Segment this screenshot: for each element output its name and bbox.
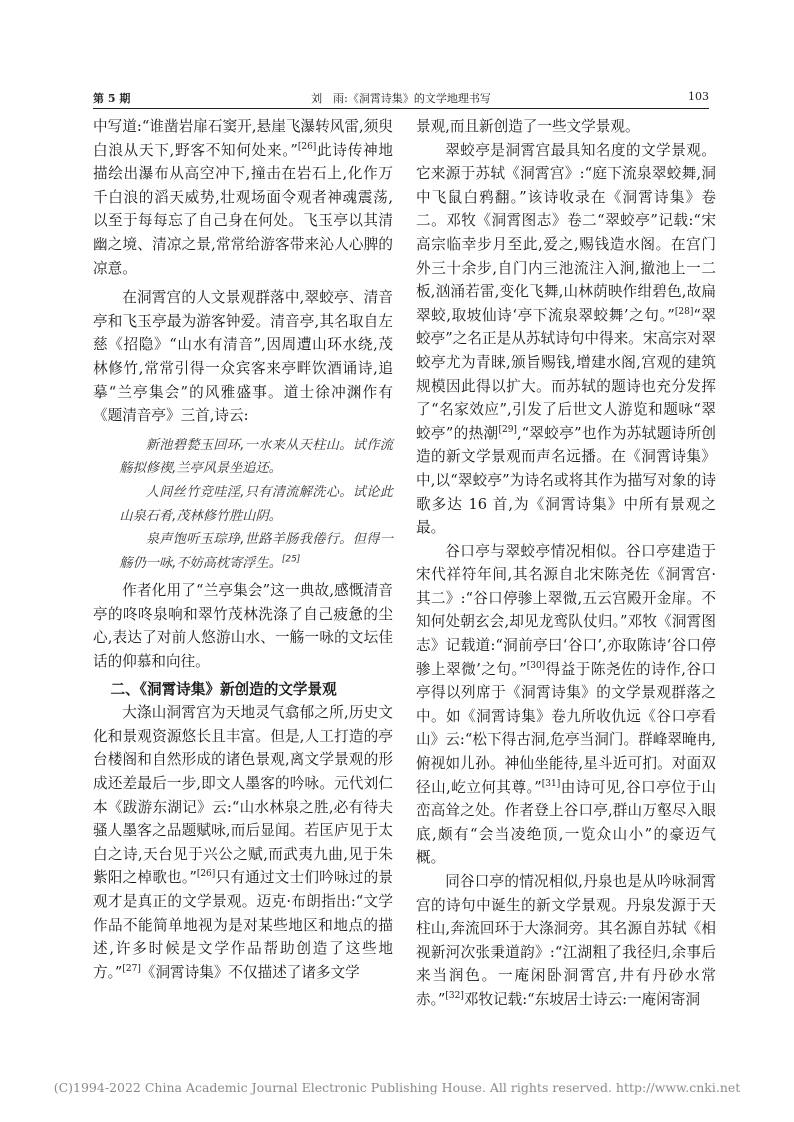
- citation: [26]: [297, 141, 317, 152]
- text-run: 泉声饱听玉琮琤,世路羊肠我倦行。但得一觞仍一咏,不妨高枕寄浮生。: [119, 532, 393, 571]
- text-run: 得益于陈尧佐的诗作,谷口亭得以列席于《洞霄诗集》的文学景观群落之中。如《洞霄诗集》卷九所收仇远《谷口亭看山》云:“松下得古洞,危亭当洞门。群峰翠晻冉,俯视如儿孙。神仙坐能待,星斗近可扪。对面双径山,屹立何其尊。”: [416, 660, 716, 796]
- paragraph: [93, 701, 393, 984]
- text-run: 由诗可见,谷口亭位于山峦高耸之处。作者登上谷口亭,群山万壑尽入眼底,颇有“会当凌绝顶,一览众山小”的豪迈气概。: [416, 778, 716, 867]
- paragraph: 在洞霄宫的人文景观群落中,翠蛟亭、清音亭和飞玉亭最为游客钟爱。清音亭,其名取自左慈《招隐》“山水有清音”,因周遭山环水绕,茂林修竹,常常引得一众宾客来亭畔饮酒诵诗,追摹“兰亭集会”的风雅盛事。道士徐冲渊作有《题清音亭》三首,诗云:: [93, 289, 393, 425]
- text-run: 邓牧记载:“东坡居士诗云:一庵闲寄洞: [463, 990, 701, 1008]
- citation: [25]: [281, 554, 301, 565]
- verse-line: 新池碧甃玉回环,一水来从天柱山。试作流觞拟修禊,兰亭风景坐追还。: [119, 437, 393, 477]
- verse-line: 人间丝竹竞哇淫,只有清流解洗心。试论此山泉石肴,茂林修竹胜山阴。: [119, 484, 393, 524]
- text-run: “翠蛟亭”之名正是从苏轼诗句中得来。宋高宗对翠蛟亭尤为青睐,颁旨赐钱,增建水阁,宫观的建筑规模因此得以扩大。而苏轼的题诗也充分发挥了“名家效应”,引发了后世文人游览和题咏“翠蛟亭”的热潮: [416, 306, 716, 442]
- running-title: 刘 雨:《洞霄诗集》的文学地理书写: [311, 92, 491, 105]
- copyright-footer: (C)1994-2022 China Academic Journal Electronic Publishing House. All rights reserved. http://www.cnki.net: [53, 1080, 741, 1095]
- text-run: 谷口亭与翠蛟亭情况相似。谷口亭建造于宋代祥符年间,其名源自北宋陈尧佐《洞霄宫·其二》:“谷口停骖上翠微,五云宫殿开金扉。不知何处朝玄会,却见龙鸾队仗归。”邓牧《洞霄图志》记载道:“洞前亭曰‘谷口’,亦取陈诗‘谷口停骖上翠微’之句。”: [416, 542, 716, 678]
- paragraph: [416, 540, 716, 870]
- paragraph: [416, 870, 716, 1012]
- citation: [27]: [122, 963, 141, 974]
- text-run: 只有通过文士们吟咏过的景观才是真正的文学景观。迈克·布朗指出:“文学作品不能简单地视为是对某些地区和地点的描述,许多时候是文学作品帮助创造了这些地方。”: [93, 869, 393, 981]
- text-run: 此诗传神地描绘出瀑布从高空冲下,撞击在岩石上,化作万千白浪的滔天威势,壮观场面令观者神魂震荡,以至于每每忘了自己身在何处。飞玉亭以其清幽之境、清凉之景,常常给游客带来沁人心脾的凉意。: [93, 141, 393, 277]
- paragraph: 景观,而且新创造了一些文学景观。: [416, 118, 640, 135]
- left-column: [93, 115, 393, 984]
- page-number: 103: [688, 90, 709, 103]
- text-run: 中写道:“谁凿岩扉石窦开,悬崖飞瀑转风雷,须臾白浪从天下,野客不知何处来。”: [93, 118, 393, 159]
- text-run: ,“翠蛟亭”也作为苏轼题诗所创造的新文学景观而声名远播。在《洞霄诗集》中,以“翠蛟亭”为诗名或将其作为描写对象的诗歌多达 16 首,为《洞霄诗集》中所有景观之最。: [416, 424, 716, 537]
- citation: [29]: [498, 424, 517, 435]
- issue-number: 第 5 期: [93, 92, 131, 105]
- text-run: 翠蛟亭是洞霄宫最具知名度的文学景观。它来源于苏轼《洞霄宫》:“庭下流泉翠蛟舞,洞中飞鼠白鸦翻。”该诗收录在《洞霄诗集》卷二。邓牧《洞霄图志》卷二“翠蛟亭”记载:“宋高宗临幸步月至此,爱之,赐钱造水阁。在宫门外三十余步,自门内三池流注入涧,撤池上一二板,汹涌若雷,变化飞舞,山林荫映作绀碧色,故扁翠蛟,取坡仙诗‘亭下流泉翠蛟舞’之句。”: [416, 141, 716, 324]
- citation: [31]: [541, 778, 561, 789]
- citation: [30]: [526, 660, 546, 671]
- text-run: 大涤山洞霄宫为天地灵气翕郁之所,历史文化和景观资源悠长且丰富。但是,人工打造的亭台楼阁和自然形成的诸色景观,离文学景观的形成还差最后一步,即文人墨客的吟咏。元代刘仁本《跋游东湖记》云:“山水林泉之胜,必有待夫骚人墨客之品题赋咏,而后显闻。若匡庐见于太白之诗,天台见于兴公之赋,而武夷九曲,见于朱紫阳之棹歌也。”: [93, 704, 393, 887]
- verse-line: [119, 528, 393, 575]
- citation: [26]: [196, 869, 216, 880]
- running-header: [93, 88, 709, 108]
- section-heading: 二、《洞霄诗集》新创造的文学景观: [110, 680, 337, 698]
- paragraph: [416, 139, 716, 540]
- text-run: 《洞霄诗集》不仅描述了诸多文学: [140, 963, 360, 981]
- header-rule: [93, 108, 709, 109]
- text-run: 同谷口亭的情况相似,丹泉也是从吟咏洞霄宫的诗句中诞生的新文学景观。丹泉发源于天柱山,奔流回环于大涤洞旁。其名源自苏轼《相视新河次张秉道韵》:“江湖粗了我径归,余事后来当润色。一庵闲卧洞霄宫,井有丹砂水常赤。”: [416, 873, 716, 1008]
- citation: [28]: [674, 306, 694, 317]
- right-column: [416, 115, 716, 1012]
- paragraph: 作者化用了“兰亭集会”这一典故,感慨清音亭的咚咚泉响和翠竹茂林洗涤了自己疲惫的尘心,表达了对前人悠游山水、一觞一咏的文坛佳话的仰慕和向往。: [93, 582, 393, 671]
- citation: [32]: [445, 991, 464, 1002]
- paragraph: [93, 115, 393, 280]
